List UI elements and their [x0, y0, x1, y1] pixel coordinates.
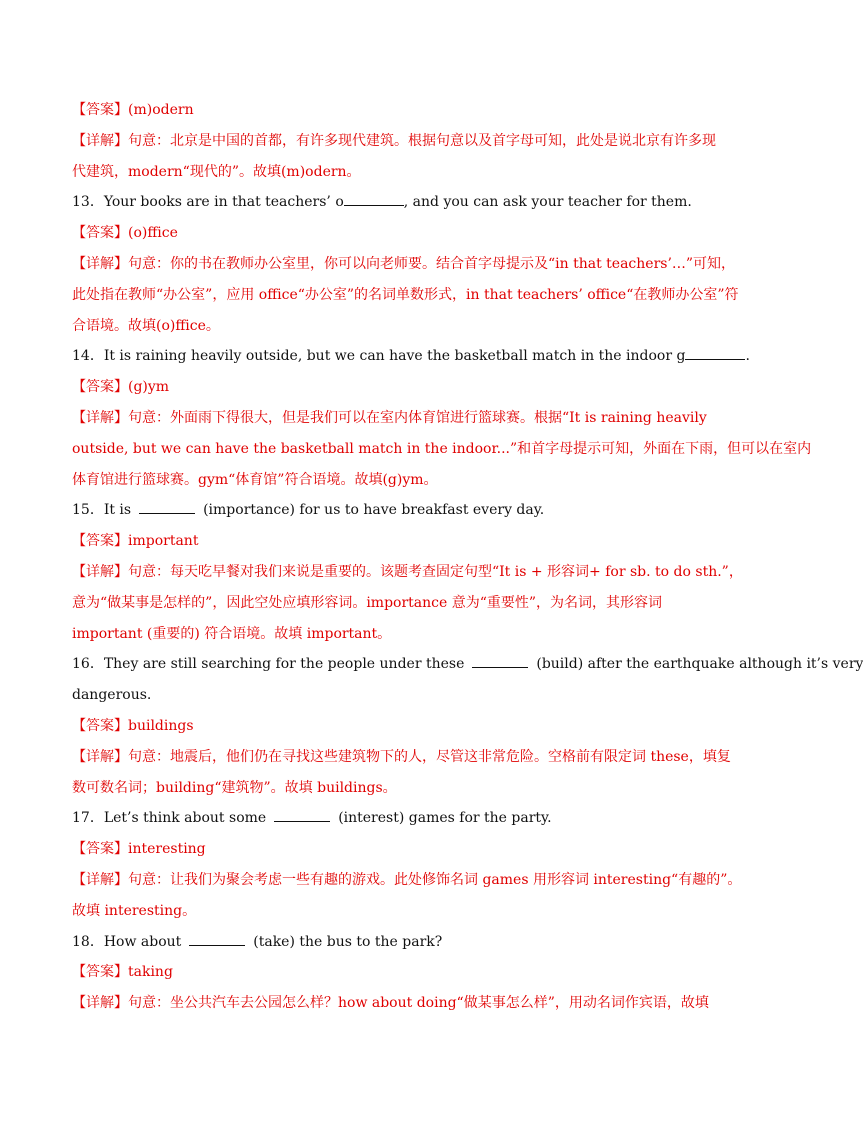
question-17-text-after: (interest) games for the party. [338, 810, 552, 827]
question-16 [72, 649, 863, 680]
question-13 [72, 187, 728, 218]
explanation-13-line-1: 【详解】句意：你的书在教师办公室里，你可以向老师要。结合首字母提示及“in that teachers’…”可知， [72, 255, 736, 272]
question-18 [72, 927, 728, 958]
question-15-text-before: 15．It is [72, 502, 132, 519]
question-16-blank [472, 655, 528, 668]
explanation-15-line-2: 意为“做某事是怎样的”，因此空处应填形容词。importance 意为“重要性”，为名词，其形容词 [72, 594, 663, 611]
question-15-blank [139, 501, 195, 514]
question-13-blank [344, 193, 404, 206]
question-18-blank [189, 933, 245, 946]
answer-14: 【答案】(g)ym [72, 379, 170, 396]
explanation-17-line-1: 【详解】句意：让我们为聚会考虑一些有趣的游戏。此处修饰名词 games 用形容词 interesting“有趣的”。 [72, 871, 742, 888]
question-16-text-before: 16．They are still searching for the people under these [72, 656, 465, 673]
question-13-text-after: , and you can ask your teacher for them. [403, 194, 692, 211]
explanation-16-line-2: 数可数名词；building“建筑物”。故填 buildings。 [72, 779, 397, 796]
question-16-line-2: dangerous. [72, 687, 152, 704]
explanation-18-line-1: 【详解】句意：坐公共汽车去公园怎么样？how about doing“做某事怎么样”，用动名词作宾语，故填 [72, 995, 709, 1012]
question-17-text-before: 17．Let’s think about some [72, 810, 267, 827]
explanation-15-line-3: important (重要的) 符合语境。故填 important。 [72, 625, 392, 642]
question-14-text-after: . [745, 348, 750, 365]
answer-13: 【答案】(o)ffice [72, 225, 178, 242]
question-18-text-after: (take) the bus to the park? [253, 933, 443, 950]
question-16-text-after: (build) after the earthquake although it’s very [536, 656, 863, 673]
question-17-blank [274, 809, 330, 822]
question-18-text-before: 18．How about [72, 933, 182, 950]
explanation-15-line-1: 【详解】句意：每天吃早餐对我们来说是重要的。该题考查固定句型“It is + 形容词+ for sb. to do sth.”， [72, 563, 743, 580]
answer-12: 【答案】(m)odern [72, 102, 194, 118]
question-14-text-before: 14．It is raining heavily outside, but we can have the basketball match in the indoor g [72, 348, 686, 365]
explanation-13-line-3: 合语境。故填(o)ffice。 [72, 317, 220, 334]
explanation-14-line-3: 体育馆进行篮球赛。gym“体育馆”符合语境。故填(g)ym。 [72, 471, 438, 488]
question-17 [72, 803, 728, 834]
question-13-text-before: 13．Your books are in that teachers’ o [72, 194, 344, 211]
question-14-blank [685, 347, 745, 360]
question-14 [72, 341, 750, 372]
answer-16: 【答案】buildings [72, 717, 194, 734]
answer-17: 【答案】interesting [72, 841, 206, 858]
explanation-12-line-2: 代建筑，modern“现代的”。故填(m)odern。 [72, 163, 361, 180]
explanation-12-line-1: 【详解】句意：北京是中国的首都，有许多现代建筑。根据句意以及首字母可知，此处是说北京有许多现 [72, 132, 716, 149]
question-15-text-after: (importance) for us to have breakfast every day. [203, 502, 545, 519]
explanation-16-line-1: 【详解】句意：地震后，他们仍在寻找这些建筑物下的人，尽管这非常危险。空格前有限定词 these，填复 [72, 748, 731, 765]
answer-15: 【答案】important [72, 533, 199, 550]
explanation-17-line-2: 故填 interesting。 [72, 902, 197, 919]
explanation-14-line-2: outside, but we can have the basketball match in the indoor...”和首字母提示可知，外面在下雨，但可以在室内 [72, 440, 812, 457]
explanation-13-line-2: 此处指在教师“办公室”，应用 office“办公室”的名词单数形式，in that teachers’ office“在教师办公室”符 [72, 286, 739, 303]
question-15 [72, 495, 728, 526]
answer-18: 【答案】taking [72, 964, 173, 981]
explanation-14-line-1: 【详解】句意：外面雨下得很大，但是我们可以在室内体育馆进行篮球赛。根据“It is raining heavily [72, 409, 707, 426]
